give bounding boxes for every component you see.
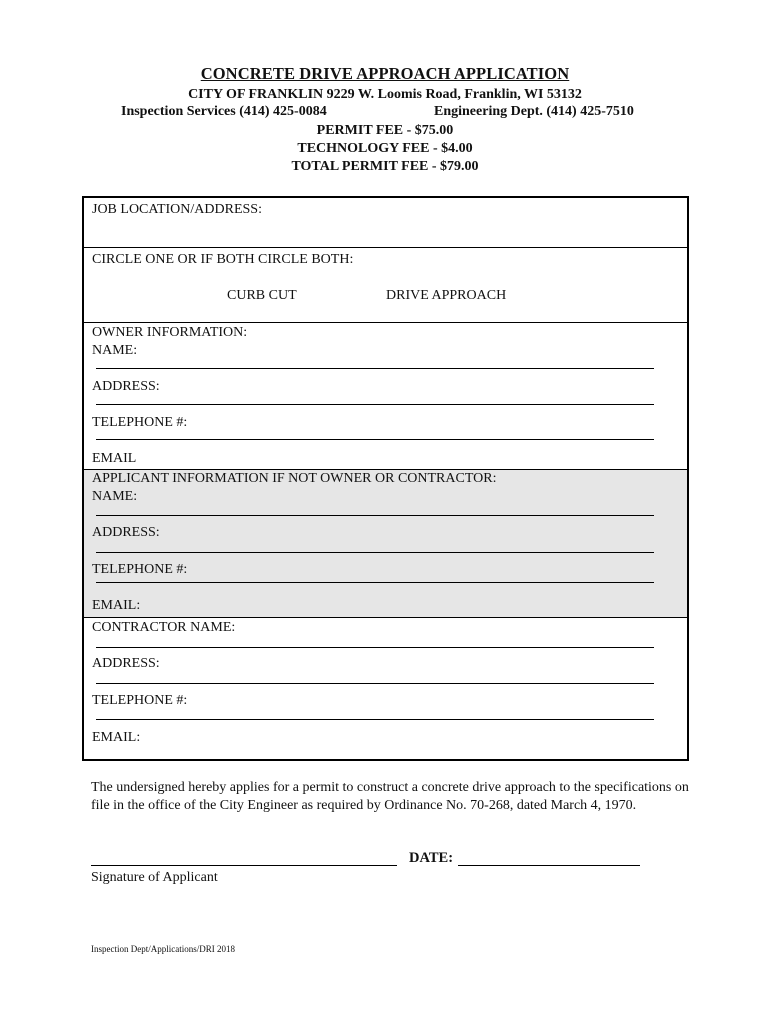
owner-address-label: ADDRESS: xyxy=(92,379,160,394)
owner-name-label: NAME: xyxy=(92,343,138,358)
circle-instruction-label: CIRCLE ONE OR IF BOTH CIRCLE BOTH: xyxy=(92,252,354,267)
city-address-line: CITY OF FRANKLIN 9229 W. Loomis Road, Franklin, WI 53132 xyxy=(188,87,582,102)
application-form-box xyxy=(82,196,689,761)
engineering-dept-phone: Engineering Dept. (414) 425-7510 xyxy=(434,104,634,119)
contractor-email-label: EMAIL: xyxy=(92,730,141,745)
date-field[interactable] xyxy=(458,865,640,866)
signature-label: Signature of Applicant xyxy=(91,870,218,885)
owner-telephone-field[interactable] xyxy=(96,439,654,440)
owner-email-label: EMAIL xyxy=(92,451,137,466)
contractor-address-label: ADDRESS: xyxy=(92,656,160,671)
applicant-address-field[interactable] xyxy=(96,552,654,553)
circle-options-section xyxy=(84,248,687,323)
applicant-telephone-field[interactable] xyxy=(96,582,654,583)
drive-approach-option[interactable]: DRIVE APPROACH xyxy=(386,288,507,303)
owner-telephone-label: TELEPHONE #: xyxy=(92,415,188,430)
owner-name-field[interactable] xyxy=(96,368,654,369)
applicant-statement: The undersigned hereby applies for a permit to construct a concrete drive approach to the specifications on file in the office of the City Engineer as required by Ordinance No. 70-268, dated March 4, 1970. xyxy=(91,780,689,813)
total-permit-fee: TOTAL PERMIT FEE - $79.00 xyxy=(291,159,479,174)
applicant-telephone-label: TELEPHONE #: xyxy=(92,562,188,577)
curb-cut-option[interactable]: CURB CUT xyxy=(227,288,297,303)
applicant-email-label: EMAIL: xyxy=(92,598,141,613)
applicant-name-field[interactable] xyxy=(96,515,654,516)
contractor-telephone-label: TELEPHONE #: xyxy=(92,693,188,708)
date-label: DATE: xyxy=(409,850,454,866)
contractor-address-field[interactable] xyxy=(96,683,654,684)
signature-field[interactable] xyxy=(91,865,397,866)
contractor-name-label: CONTRACTOR NAME: xyxy=(92,620,236,635)
applicant-heading: APPLICANT INFORMATION IF NOT OWNER OR CONTRACTOR: xyxy=(92,471,497,486)
technology-fee: TECHNOLOGY FEE - $4.00 xyxy=(297,141,473,156)
contractor-name-field[interactable] xyxy=(96,647,654,648)
contact-phones-row xyxy=(0,104,770,122)
form-title: CONCRETE DRIVE APPROACH APPLICATION xyxy=(200,64,570,83)
inspection-services-phone: Inspection Services (414) 425-0084 xyxy=(121,104,327,119)
job-location-section xyxy=(84,198,687,248)
job-location-label: JOB LOCATION/ADDRESS: xyxy=(92,202,262,217)
job-location-field[interactable] xyxy=(274,200,674,238)
owner-heading: OWNER INFORMATION: xyxy=(92,325,248,340)
contractor-telephone-field[interactable] xyxy=(96,719,654,720)
form-header xyxy=(0,64,770,176)
contractor-information-section xyxy=(84,618,687,759)
owner-information-section xyxy=(84,323,687,470)
permit-fee: PERMIT FEE - $75.00 xyxy=(316,123,454,138)
applicant-name-label: NAME: xyxy=(92,489,138,504)
applicant-address-label: ADDRESS: xyxy=(92,525,160,540)
footer-reference: Inspection Dept/Applications/DRI 2018 xyxy=(91,944,235,954)
owner-address-field[interactable] xyxy=(96,404,654,405)
applicant-information-section xyxy=(84,470,687,618)
